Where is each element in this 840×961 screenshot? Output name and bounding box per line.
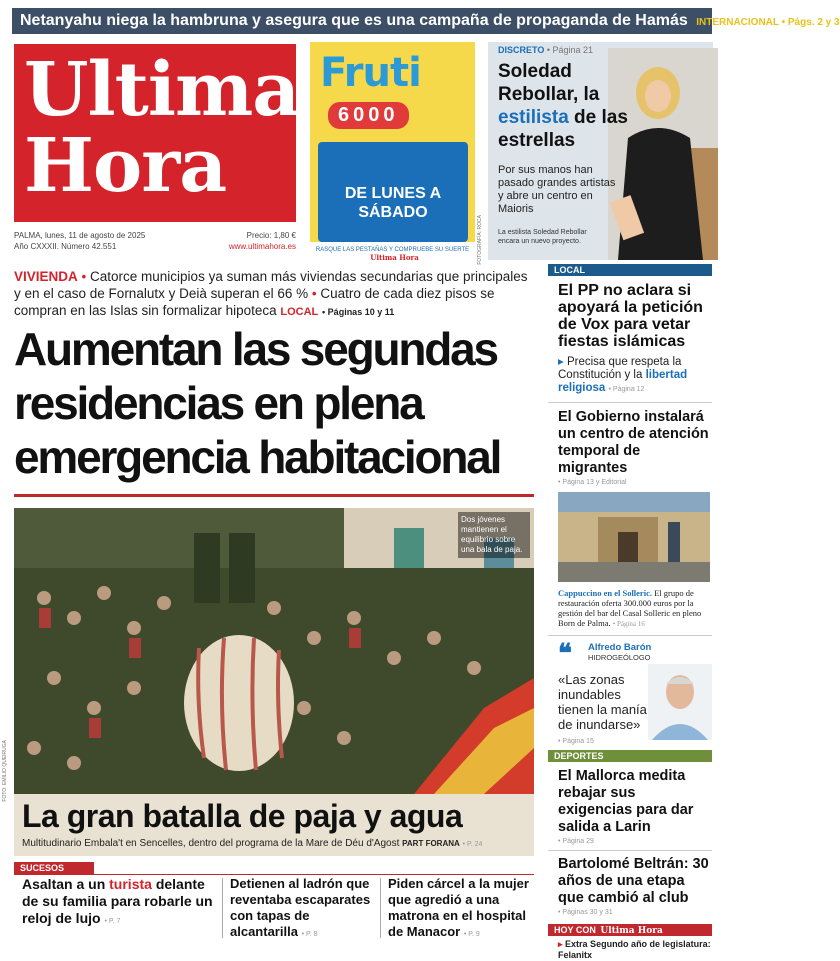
photo-credit: FOTO: EMILIO QUEIRUGA <box>2 740 8 802</box>
batalla-title[interactable]: La gran batalla de paja y agua <box>22 798 463 834</box>
promo-logo: Ultima Hora <box>370 253 419 262</box>
teaser-caption: La estilista Soledad Rebollar encara un nuevo proyecto. <box>498 229 587 245</box>
teaser-title[interactable]: Soledad Rebollar, la estilista de las estrellas <box>498 61 628 151</box>
opinion-block[interactable] <box>558 638 712 750</box>
batalla-band[interactable] <box>14 794 534 856</box>
sucesos-story[interactable]: Asaltan a un turista delante de su familia para robarle un reloj de lujo • P. 7 <box>22 876 213 926</box>
batalla-subtitle: Multitudinario Embala't en Sencelles, dentro del programa de la Mare de Déu d'Agost PART FORANA • P. 24 <box>22 838 483 849</box>
photo-caption: Dos jóvenes mantienen el equilibrio sobre una bala de paja. <box>458 512 530 558</box>
teaser-kicker: DISCRETO • Página 21 <box>498 45 594 55</box>
masthead-logo[interactable] <box>14 44 300 222</box>
divider <box>548 635 712 636</box>
vivienda-section: LOCAL <box>280 306 319 318</box>
sucesos-label: SUCESOS <box>14 862 94 874</box>
divider <box>548 402 712 403</box>
issue-number: Año CXXXII. Número 42.551 <box>14 242 117 251</box>
headline-divider <box>14 494 534 497</box>
play-icon: ▸ <box>558 939 563 949</box>
top-banner[interactable] <box>12 8 840 34</box>
vivienda-pages: • Páginas 10 y 11 <box>322 307 395 317</box>
pp-headline[interactable]: El PP no aclara si apoyará la petición de Vox para vetar fiestas islámicas <box>558 282 703 350</box>
website-link[interactable]: www.ultimahora.es <box>228 242 296 251</box>
vivienda-text-1: Catorce municipios ya suman más viviendas secundarias que principales y en el caso de Fornalutx y Deià superan el 66 % <box>14 269 528 301</box>
pp-subhead: ▸ Precisa que respeta la Constitución y la libertad religiosa • Página 12 <box>558 356 688 394</box>
beltran-headline[interactable]: Bartolomé Beltrán: 30 años de una etapa que cambió al club <box>558 856 709 906</box>
story-divider <box>380 878 381 938</box>
teaser-soledad[interactable] <box>488 42 713 260</box>
quote-icon: ❝ <box>558 638 572 668</box>
deportes-section-label: DEPORTES <box>548 750 712 762</box>
sucesos-rule <box>14 874 534 875</box>
hoy-extra[interactable]: ▸ Extra Segundo año de legislatura: Felanitx <box>558 939 711 960</box>
issue-date: PALMA, lunes, 11 de agosto de 2025 <box>14 231 146 240</box>
masthead-meta <box>14 230 296 252</box>
opinion-name: Alfredo Barón <box>588 642 652 653</box>
promo-footer: RASQUE LAS PESTAÑAS Y COMPRUEBE SU SUERTE Ultima Hora <box>310 242 475 260</box>
gov-headline[interactable]: El Gobierno instalará un centro de atención temporal de migrantes <box>558 409 709 476</box>
promo-number: 6000 <box>328 102 409 129</box>
divider <box>548 850 712 851</box>
fruti-promo[interactable] <box>310 42 475 260</box>
top-banner-headline[interactable]: Netanyahu niega la hambruna y asegura que es una campaña de propaganda de Hamás <box>20 12 688 29</box>
opinion-portrait <box>648 664 712 740</box>
promo-title: Fruti <box>320 50 421 96</box>
festival-photo <box>14 508 534 794</box>
solleric-caption: Cappuccino en el Solleric. El grupo de restauración oferta 300.000 euros por la gestión del bar del Casal Solleric en pleno Born de Palma. • Página 16 <box>558 588 702 628</box>
logo-line-2: Hora <box>24 123 227 209</box>
sucesos-story[interactable]: Piden cárcel a la mujer que agredió a una matrona en el hospital de Manacor • P. 9 <box>388 876 529 939</box>
main-headline[interactable]: Aumentan las segundas residencias en plena emergencia habitacional <box>14 323 501 483</box>
price: Precio: 1,80 € <box>246 231 296 240</box>
beltran-page: • Páginas 30 y 31 <box>558 909 613 916</box>
promo-schedule: DE LUNES A SÁBADO <box>318 142 468 242</box>
bullet: • <box>311 286 317 301</box>
sucesos-story[interactable]: Detienen al ladrón que reventaba escaparates con tapas de alcantarilla • P. 8 <box>230 876 371 939</box>
right-column <box>548 264 712 961</box>
solleric-photo <box>558 492 710 582</box>
hoy-logo: Ultima Hora <box>600 926 663 936</box>
opinion-page: • Página 15 <box>558 738 594 745</box>
story-divider <box>222 878 223 938</box>
top-banner-section: INTERNACIONAL • Págs. 2 y 3 <box>696 17 840 28</box>
gov-page: • Página 13 y Editorial <box>558 479 627 486</box>
hoy-con-label[interactable]: HOY CON Ultima Hora <box>548 924 712 936</box>
vivienda-text-2: Cuatro de cada diez pisos se compran en las Islas sin formalizar hipoteca <box>14 286 495 318</box>
mallorca-headline[interactable]: El Mallorca medita rebajar sus exigencias para dar salida a Larin <box>558 768 694 835</box>
teaser-description: Por sus manos han pasado grandes artistas y abre un centro en Maioris <box>498 164 616 215</box>
opinion-quote: «Las zonas inundables tienen la manía de inundarse» <box>558 672 647 732</box>
vivienda-kicker: VIVIENDA <box>14 269 78 284</box>
vivienda-deck[interactable] <box>14 268 534 321</box>
bullet: • <box>81 269 87 284</box>
mallorca-page: • Página 29 <box>558 838 594 845</box>
local-section-label: LOCAL <box>548 264 712 276</box>
opinion-role: HIDROGEÓLOGO <box>588 653 651 662</box>
logo-line-1: Ultima <box>24 47 300 133</box>
play-icon: ▸ <box>558 356 564 368</box>
promo-credit: FOTOGRAFÍA: ROCA <box>477 215 483 265</box>
